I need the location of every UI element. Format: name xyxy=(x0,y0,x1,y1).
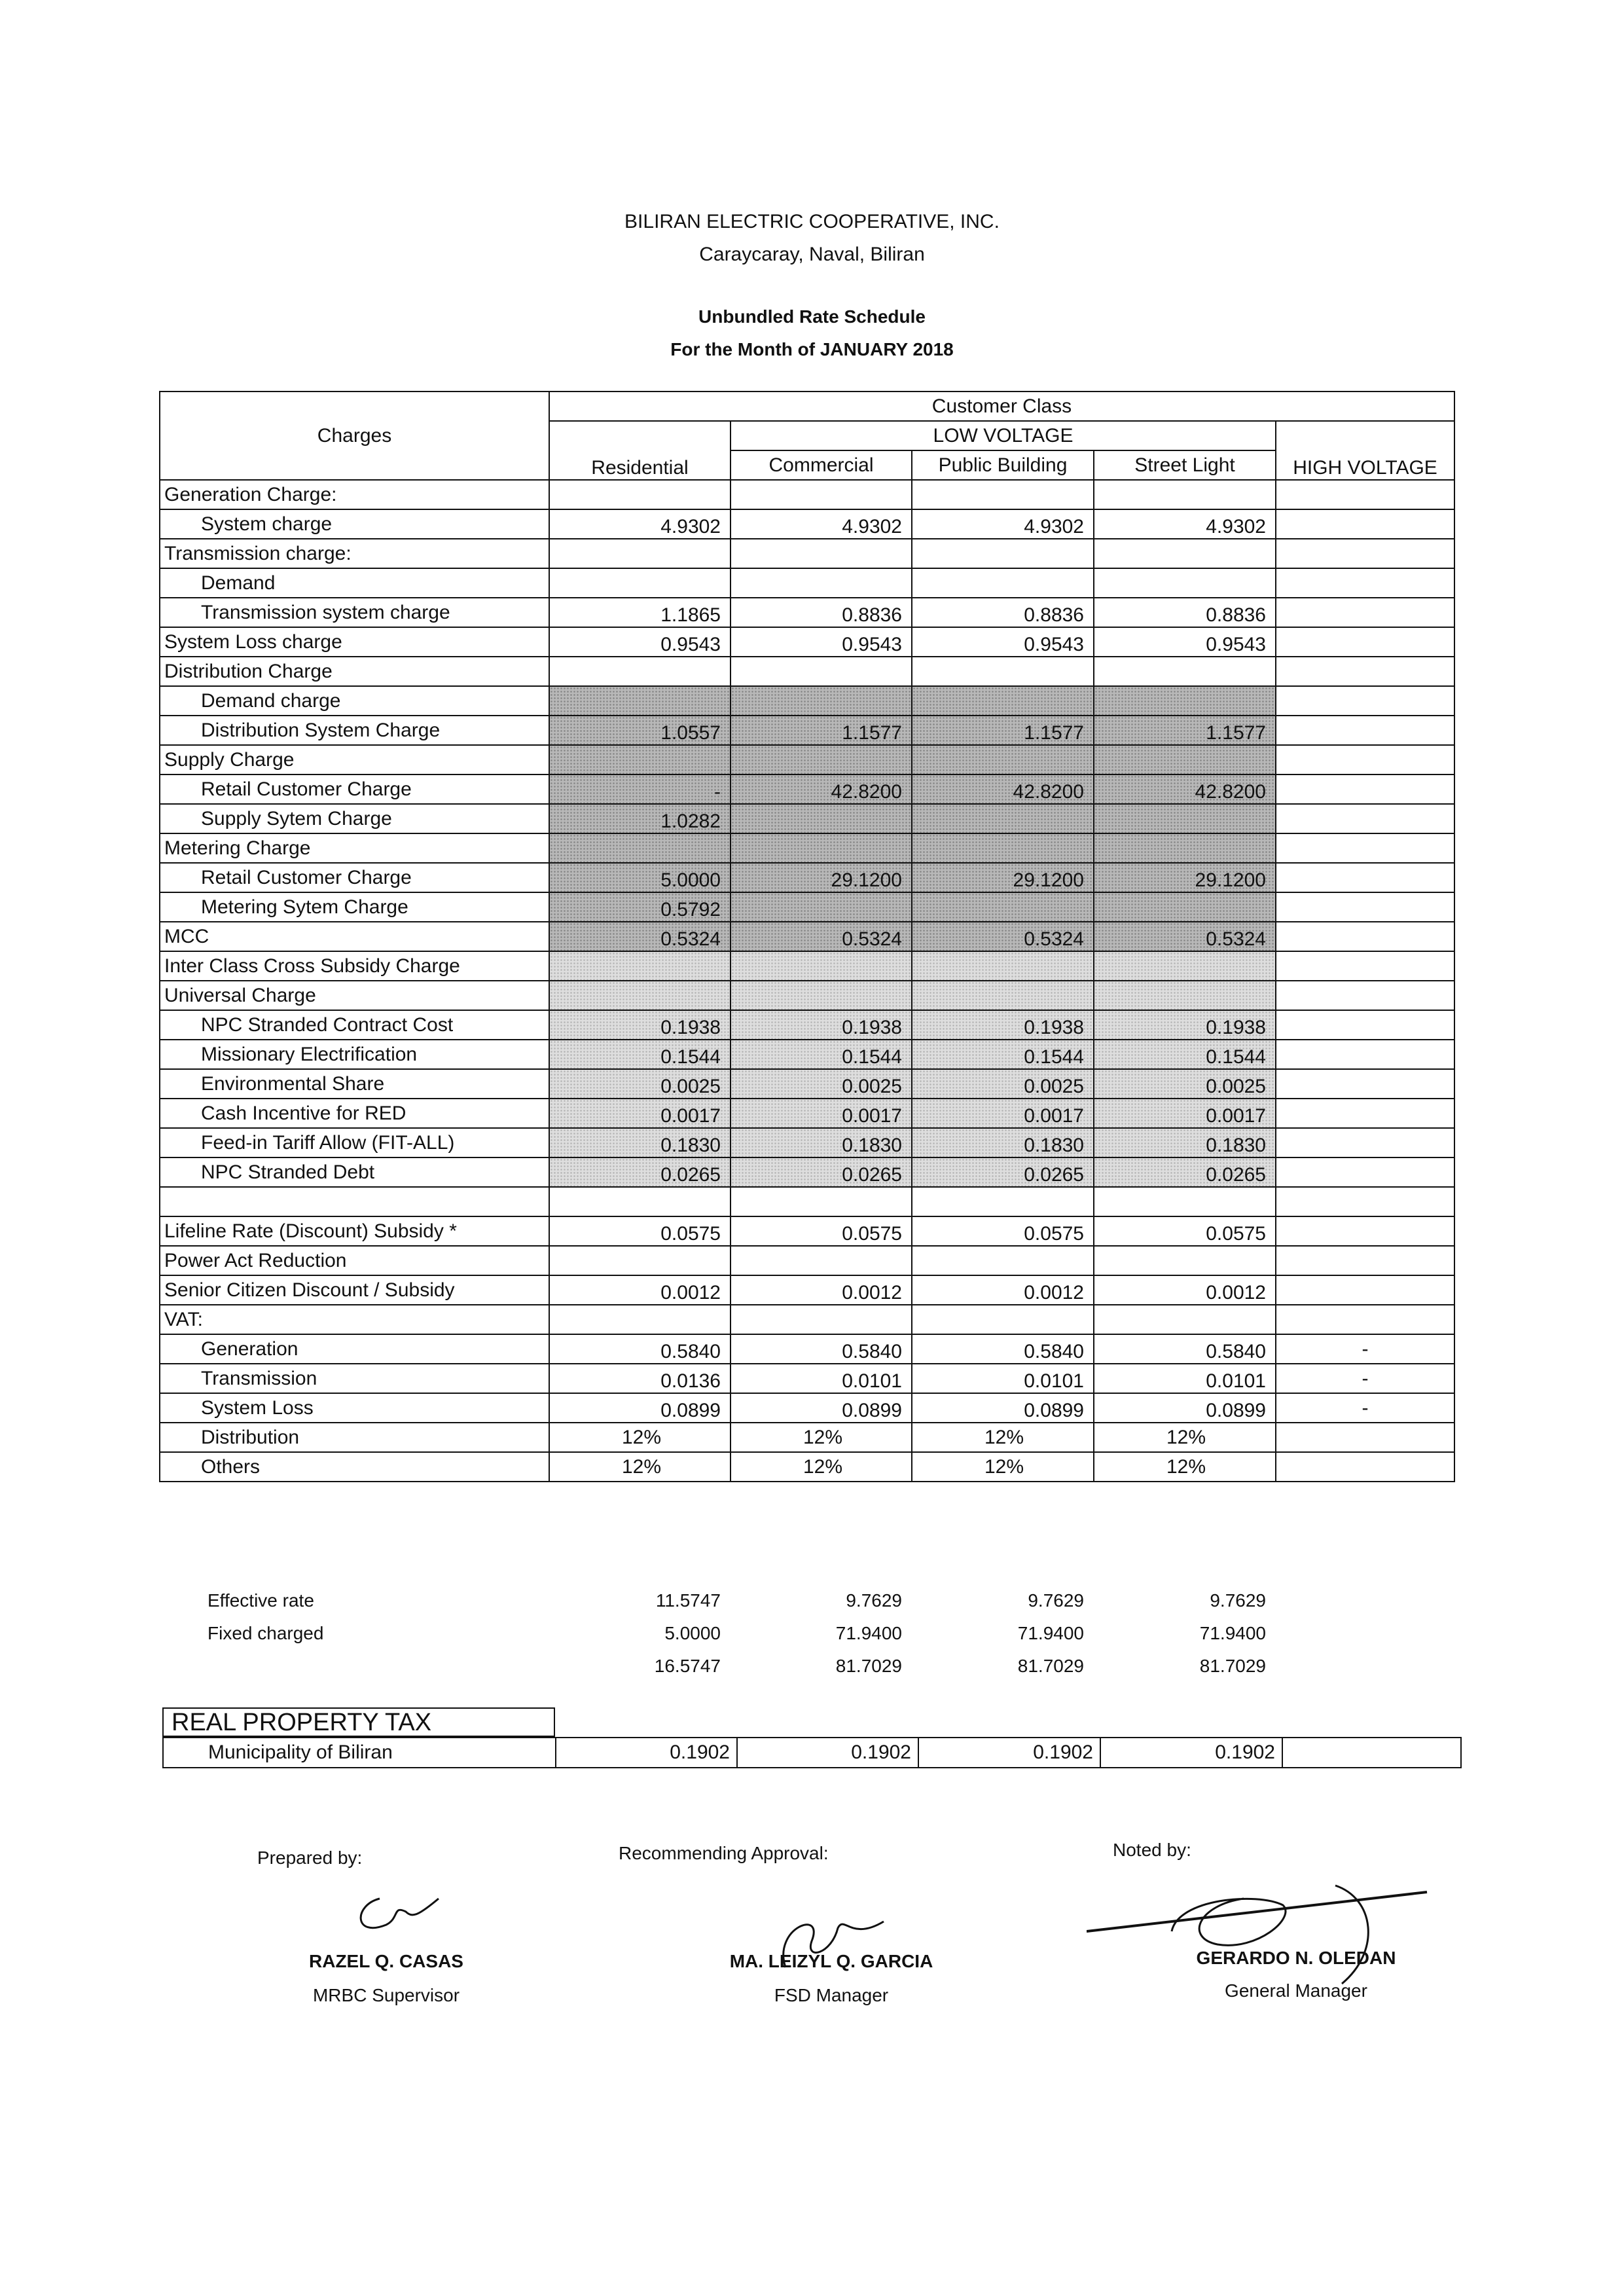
recommending-name: MA. LEIZYL Q. GARCIA xyxy=(729,1951,933,1971)
rate-value-high-voltage xyxy=(1276,1423,1454,1452)
summary-value-street-light: 81.7029 xyxy=(1199,1656,1266,1676)
rate-value-public-building: 42.8200 xyxy=(912,774,1094,804)
rate-value-street-light: 0.5324 xyxy=(1094,922,1276,951)
rate-value-commercial xyxy=(731,539,912,568)
rate-value-public-building: 12% xyxy=(912,1423,1094,1452)
rate-value-high-voltage xyxy=(1276,1275,1454,1305)
rate-row xyxy=(160,1393,1454,1423)
rate-row xyxy=(160,1040,1454,1069)
rate-value-street-light xyxy=(1094,951,1276,981)
rate-value-street-light xyxy=(1094,539,1276,568)
rate-row xyxy=(160,1305,1454,1334)
recommending-approval-label: Recommending Approval: xyxy=(619,1843,829,1863)
charges-header: Charges xyxy=(160,392,549,480)
noted-by-label: Noted by: xyxy=(1113,1840,1191,1860)
schedule-title: Unbundled Rate Schedule xyxy=(698,306,926,327)
rate-value-high-voltage xyxy=(1276,686,1454,716)
rate-value-public-building: 0.0017 xyxy=(912,1099,1094,1128)
rate-table-body xyxy=(160,480,1454,1482)
rate-value-street-light: 0.0012 xyxy=(1094,1275,1276,1305)
charge-label: Metering Charge xyxy=(160,833,549,863)
summary-body xyxy=(159,1584,1275,1683)
charge-label: Demand xyxy=(160,568,549,598)
rate-value-commercial: 1.1577 xyxy=(731,716,912,745)
rate-value-residential xyxy=(549,745,731,774)
rate-value-public-building: 0.0265 xyxy=(912,1157,1094,1187)
rpt-value-public-building: 0.1902 xyxy=(918,1738,1100,1768)
charge-label: Feed-in Tariff Allow (FIT-ALL) xyxy=(160,1128,549,1157)
rate-value-public-building: 12% xyxy=(912,1452,1094,1482)
rate-value-public-building: 0.1938 xyxy=(912,1010,1094,1040)
rate-value-street-light: 0.0265 xyxy=(1094,1157,1276,1187)
rate-value-commercial xyxy=(731,804,912,833)
charge-label: Lifeline Rate (Discount) Subsidy * xyxy=(160,1216,549,1246)
rate-value-public-building: 0.1830 xyxy=(912,1128,1094,1157)
rate-value-street-light: 12% xyxy=(1094,1452,1276,1482)
rate-value-residential: 0.1938 xyxy=(549,1010,731,1040)
summary-value-commercial: 9.7629 xyxy=(846,1590,902,1611)
rate-value-residential: 0.0265 xyxy=(549,1157,731,1187)
rate-value-commercial: 29.1200 xyxy=(731,863,912,892)
rate-value-street-light: 1.1577 xyxy=(1094,716,1276,745)
rate-value-street-light xyxy=(1094,1187,1276,1216)
rate-row xyxy=(160,1069,1454,1099)
rate-row xyxy=(160,568,1454,598)
rate-value-public-building: 0.0025 xyxy=(912,1069,1094,1099)
rate-value-street-light: 0.1938 xyxy=(1094,1010,1276,1040)
rate-row xyxy=(160,509,1454,539)
rate-value-residential: 0.5324 xyxy=(549,922,731,951)
rate-value-residential: - xyxy=(549,774,731,804)
rate-value-residential xyxy=(549,981,731,1010)
rate-value-public-building xyxy=(912,1187,1094,1216)
rate-value-public-building xyxy=(912,1305,1094,1334)
rate-value-public-building: 0.5324 xyxy=(912,922,1094,951)
rate-value-high-voltage xyxy=(1276,1128,1454,1157)
charge-label: Supply Sytem Charge xyxy=(160,804,549,833)
rate-row xyxy=(160,833,1454,863)
rate-value-street-light xyxy=(1094,804,1276,833)
rate-row xyxy=(160,686,1454,716)
rate-value-residential: 1.0557 xyxy=(549,716,731,745)
rate-row xyxy=(160,1216,1454,1246)
rpt-value-street-light: 0.1902 xyxy=(1100,1738,1282,1768)
rate-summary xyxy=(159,1584,1275,1683)
rate-value-residential: 0.9543 xyxy=(549,627,731,657)
rate-value-residential: 0.0025 xyxy=(549,1069,731,1099)
rate-value-public-building: 0.0012 xyxy=(912,1275,1094,1305)
rpt-label: Municipality of Biliran xyxy=(163,1738,556,1768)
rate-value-street-light: 0.0101 xyxy=(1094,1364,1276,1393)
high-voltage-header: HIGH VOLTAGE xyxy=(1276,421,1454,480)
rate-value-public-building: 0.0575 xyxy=(912,1216,1094,1246)
rate-value-high-voltage xyxy=(1276,1452,1454,1482)
summary-value-public-building: 71.9400 xyxy=(1017,1623,1084,1643)
rate-value-street-light xyxy=(1094,892,1276,922)
summary-label: Effective rate xyxy=(208,1590,314,1611)
commercial-header: Commercial xyxy=(731,450,912,480)
rate-value-residential: 12% xyxy=(549,1452,731,1482)
cooperative-name: BILIRAN ELECTRIC COOPERATIVE, INC. xyxy=(624,211,1000,232)
rate-value-public-building: 0.0899 xyxy=(912,1393,1094,1423)
rate-value-high-voltage xyxy=(1276,1040,1454,1069)
rate-value-street-light: 4.9302 xyxy=(1094,509,1276,539)
rate-value-commercial xyxy=(731,892,912,922)
rate-value-high-voltage xyxy=(1276,922,1454,951)
rate-value-commercial xyxy=(731,833,912,863)
rate-value-residential: 5.0000 xyxy=(549,863,731,892)
prepared-by-label: Prepared by: xyxy=(257,1848,363,1868)
rate-value-public-building xyxy=(912,981,1094,1010)
rate-value-commercial xyxy=(731,1187,912,1216)
rate-value-residential: 12% xyxy=(549,1423,731,1452)
rate-row xyxy=(160,1010,1454,1040)
charge-label: Demand charge xyxy=(160,686,549,716)
rate-value-high-voltage xyxy=(1276,1246,1454,1275)
charge-label: NPC Stranded Debt xyxy=(160,1157,549,1187)
charge-label: Power Act Reduction xyxy=(160,1246,549,1275)
rate-row xyxy=(160,1128,1454,1157)
rate-value-commercial: 0.0575 xyxy=(731,1216,912,1246)
rate-value-commercial xyxy=(731,981,912,1010)
rate-value-street-light: 0.1830 xyxy=(1094,1128,1276,1157)
summary-row xyxy=(159,1617,1275,1650)
rate-value-residential xyxy=(549,1246,731,1275)
rate-schedule-table xyxy=(159,391,1455,1482)
prepared-by-position: MRBC Supervisor xyxy=(312,1985,460,2005)
rate-value-residential: 4.9302 xyxy=(549,509,731,539)
rate-value-residential: 0.0575 xyxy=(549,1216,731,1246)
rate-value-high-voltage xyxy=(1276,804,1454,833)
rate-value-commercial: 0.0101 xyxy=(731,1364,912,1393)
rate-value-high-voltage xyxy=(1276,981,1454,1010)
rate-value-commercial: 0.0012 xyxy=(731,1275,912,1305)
charge-label: Cash Incentive for RED xyxy=(160,1099,549,1128)
rate-value-high-voltage xyxy=(1276,863,1454,892)
rate-value-high-voltage xyxy=(1276,951,1454,981)
rate-value-high-voltage xyxy=(1276,1216,1454,1246)
rate-row xyxy=(160,480,1454,509)
rate-value-commercial: 0.9543 xyxy=(731,627,912,657)
signature-casas xyxy=(347,1886,452,1944)
rate-value-residential xyxy=(549,568,731,598)
rate-row xyxy=(160,804,1454,833)
rate-value-residential: 1.0282 xyxy=(549,804,731,833)
rate-row xyxy=(160,627,1454,657)
customer-class-header: Customer Class xyxy=(549,392,1454,421)
rate-value-high-voltage xyxy=(1276,568,1454,598)
rate-row xyxy=(160,1423,1454,1452)
rate-value-public-building xyxy=(912,745,1094,774)
rate-row xyxy=(160,657,1454,686)
charge-label: Retail Customer Charge xyxy=(160,863,549,892)
prepared-by-name: RAZEL Q. CASAS xyxy=(309,1951,463,1971)
rate-value-street-light xyxy=(1094,1305,1276,1334)
rate-value-street-light: 0.0575 xyxy=(1094,1216,1276,1246)
rate-value-public-building: 1.1577 xyxy=(912,716,1094,745)
rate-value-commercial xyxy=(731,1246,912,1275)
rate-value-high-voltage xyxy=(1276,1099,1454,1128)
rate-value-street-light xyxy=(1094,480,1276,509)
rate-value-public-building xyxy=(912,833,1094,863)
rpt-value-commercial: 0.1902 xyxy=(737,1738,918,1768)
rate-value-high-voltage xyxy=(1276,480,1454,509)
summary-value-residential: 11.5747 xyxy=(655,1590,721,1611)
rate-value-high-voltage xyxy=(1276,833,1454,863)
rate-value-residential xyxy=(549,480,731,509)
rate-value-commercial xyxy=(731,745,912,774)
rate-row xyxy=(160,1099,1454,1128)
rate-value-public-building: 0.8836 xyxy=(912,598,1094,627)
cooperative-address: Caraycaray, Naval, Biliran xyxy=(699,244,925,265)
rate-row xyxy=(160,1275,1454,1305)
rate-value-commercial xyxy=(731,1305,912,1334)
rate-value-street-light xyxy=(1094,745,1276,774)
charge-label: Others xyxy=(160,1452,549,1482)
rate-row xyxy=(160,863,1454,892)
charge-label: Missionary Electrification xyxy=(160,1040,549,1069)
charge-label: System Loss charge xyxy=(160,627,549,657)
rate-value-public-building xyxy=(912,686,1094,716)
rate-value-residential xyxy=(549,833,731,863)
public-building-header: Public Building xyxy=(912,450,1094,480)
summary-value-commercial: 71.9400 xyxy=(835,1623,902,1643)
rate-value-commercial: 0.0025 xyxy=(731,1069,912,1099)
recommending-position: FSD Manager xyxy=(774,1985,889,2005)
rate-value-street-light: 0.0017 xyxy=(1094,1099,1276,1128)
charge-label: Distribution System Charge xyxy=(160,716,549,745)
rate-value-public-building xyxy=(912,951,1094,981)
rate-value-residential: 1.1865 xyxy=(549,598,731,627)
rate-value-residential xyxy=(549,951,731,981)
summary-label: Fixed charged xyxy=(208,1623,324,1643)
rate-value-public-building: 29.1200 xyxy=(912,863,1094,892)
rate-value-street-light xyxy=(1094,833,1276,863)
rate-value-high-voltage xyxy=(1276,598,1454,627)
rate-value-high-voltage xyxy=(1276,716,1454,745)
rate-value-high-voltage xyxy=(1276,892,1454,922)
rate-value-street-light xyxy=(1094,657,1276,686)
rate-value-public-building: 0.9543 xyxy=(912,627,1094,657)
rate-value-high-voltage xyxy=(1276,1305,1454,1334)
summary-label xyxy=(159,1650,549,1683)
charge-label: System charge xyxy=(160,509,549,539)
rate-value-high-voltage xyxy=(1276,1069,1454,1099)
rate-row xyxy=(160,745,1454,774)
rate-value-residential: 0.1830 xyxy=(549,1128,731,1157)
rate-value-residential: 0.0012 xyxy=(549,1275,731,1305)
rate-value-street-light: 0.1544 xyxy=(1094,1040,1276,1069)
charge-label: Universal Charge xyxy=(160,981,549,1010)
rate-table-header xyxy=(160,392,1454,480)
rate-value-public-building: 4.9302 xyxy=(912,509,1094,539)
rate-value-commercial: 4.9302 xyxy=(731,509,912,539)
rate-value-public-building: 0.1544 xyxy=(912,1040,1094,1069)
charge-label: Senior Citizen Discount / Subsidy xyxy=(160,1275,549,1305)
rate-value-commercial xyxy=(731,686,912,716)
rate-value-commercial: 42.8200 xyxy=(731,774,912,804)
rate-value-residential: 0.0899 xyxy=(549,1393,731,1423)
rate-value-commercial: 0.1544 xyxy=(731,1040,912,1069)
rate-value-high-voltage xyxy=(1276,627,1454,657)
rate-row xyxy=(160,1334,1454,1364)
charge-label: Distribution xyxy=(160,1423,549,1452)
charge-label: System Loss xyxy=(160,1393,549,1423)
rate-value-residential: 0.1544 xyxy=(549,1040,731,1069)
charge-label: Retail Customer Charge xyxy=(160,774,549,804)
rate-value-high-voltage xyxy=(1276,1157,1454,1187)
rate-value-street-light: 0.0025 xyxy=(1094,1069,1276,1099)
rate-value-commercial xyxy=(731,951,912,981)
rate-value-street-light: 42.8200 xyxy=(1094,774,1276,804)
summary-value-street-light: 71.9400 xyxy=(1199,1623,1266,1643)
charge-label: Inter Class Cross Subsidy Charge xyxy=(160,951,549,981)
rate-value-street-light: 12% xyxy=(1094,1423,1276,1452)
rate-value-residential: 0.0017 xyxy=(549,1099,731,1128)
rate-row xyxy=(160,892,1454,922)
rate-value-street-light xyxy=(1094,1246,1276,1275)
rate-row xyxy=(160,922,1454,951)
rate-value-residential xyxy=(549,1305,731,1334)
charge-label: Distribution Charge xyxy=(160,657,549,686)
rate-value-street-light xyxy=(1094,686,1276,716)
rate-value-high-voltage xyxy=(1276,539,1454,568)
rate-row xyxy=(160,539,1454,568)
rate-value-high-voltage xyxy=(1276,774,1454,804)
summary-value-residential: 5.0000 xyxy=(664,1623,721,1643)
rate-value-commercial: 12% xyxy=(731,1423,912,1452)
rate-value-high-voltage xyxy=(1276,509,1454,539)
charge-label: Generation xyxy=(160,1334,549,1364)
rate-row xyxy=(160,1157,1454,1187)
rate-value-commercial: 0.0265 xyxy=(731,1157,912,1187)
rpt-value-residential: 0.1902 xyxy=(556,1738,737,1768)
rate-value-public-building: 0.0101 xyxy=(912,1364,1094,1393)
low-voltage-header: LOW VOLTAGE xyxy=(731,421,1276,450)
rate-value-street-light: 0.9543 xyxy=(1094,627,1276,657)
rate-row xyxy=(160,1452,1454,1482)
charge-label xyxy=(160,1187,549,1216)
rate-row xyxy=(160,981,1454,1010)
rate-value-residential xyxy=(549,539,731,568)
rate-row xyxy=(160,598,1454,627)
charge-label: VAT: xyxy=(160,1305,549,1334)
residential-header: Residential xyxy=(549,421,731,480)
summary-value-residential: 16.5747 xyxy=(654,1656,721,1676)
rate-value-street-light xyxy=(1094,981,1276,1010)
rate-value-street-light xyxy=(1094,568,1276,598)
rate-value-commercial xyxy=(731,657,912,686)
rate-value-public-building xyxy=(912,657,1094,686)
rate-row xyxy=(160,1187,1454,1216)
noted-by-name: GERARDO N. OLEDAN xyxy=(1196,1948,1396,1968)
rate-value-public-building: 0.5840 xyxy=(912,1334,1094,1364)
rate-value-street-light: 29.1200 xyxy=(1094,863,1276,892)
real-property-tax-title: REAL PROPERTY TAX xyxy=(162,1707,555,1737)
rate-value-commercial xyxy=(731,568,912,598)
real-property-tax-table xyxy=(162,1737,1462,1768)
summary-value-public-building: 9.7629 xyxy=(1028,1590,1084,1611)
rate-value-commercial: 0.1938 xyxy=(731,1010,912,1040)
rate-value-street-light: 0.8836 xyxy=(1094,598,1276,627)
rate-value-commercial: 0.5840 xyxy=(731,1334,912,1364)
noted-by-position: General Manager xyxy=(1225,1980,1367,2001)
rate-value-commercial: 0.0017 xyxy=(731,1099,912,1128)
summary-value-commercial: 81.7029 xyxy=(835,1656,902,1676)
rpt-value-high-voltage xyxy=(1282,1738,1461,1768)
rate-value-high-voltage: - xyxy=(1276,1364,1454,1393)
rate-value-commercial xyxy=(731,480,912,509)
rate-value-public-building xyxy=(912,480,1094,509)
summary-row xyxy=(159,1650,1275,1683)
charge-label: NPC Stranded Contract Cost xyxy=(160,1010,549,1040)
charge-label: MCC xyxy=(160,922,549,951)
rate-value-street-light: 0.5840 xyxy=(1094,1334,1276,1364)
charge-label: Transmission xyxy=(160,1364,549,1393)
rate-value-high-voltage xyxy=(1276,745,1454,774)
charge-label: Supply Charge xyxy=(160,745,549,774)
real-property-tax-row xyxy=(163,1738,1461,1768)
rate-value-residential: 0.5792 xyxy=(549,892,731,922)
rate-value-high-voltage xyxy=(1276,1010,1454,1040)
rate-value-high-voltage: - xyxy=(1276,1334,1454,1364)
rate-value-street-light: 0.0899 xyxy=(1094,1393,1276,1423)
rate-value-high-voltage: - xyxy=(1276,1393,1454,1423)
rate-value-residential: 0.5840 xyxy=(549,1334,731,1364)
rate-value-residential xyxy=(549,657,731,686)
rate-row xyxy=(160,1246,1454,1275)
rate-value-commercial: 0.8836 xyxy=(731,598,912,627)
charge-label: Generation Charge: xyxy=(160,480,549,509)
rate-row xyxy=(160,1364,1454,1393)
rate-row xyxy=(160,716,1454,745)
rate-value-commercial: 12% xyxy=(731,1452,912,1482)
rate-value-residential xyxy=(549,1187,731,1216)
schedule-month: For the Month of JANUARY 2018 xyxy=(670,339,954,359)
charge-label: Transmission system charge xyxy=(160,598,549,627)
rate-value-high-voltage xyxy=(1276,1187,1454,1216)
rate-row xyxy=(160,774,1454,804)
summary-value-public-building: 81.7029 xyxy=(1017,1656,1084,1676)
charge-label: Transmission charge: xyxy=(160,539,549,568)
summary-row xyxy=(159,1584,1275,1617)
rate-value-commercial: 0.5324 xyxy=(731,922,912,951)
rate-row xyxy=(160,951,1454,981)
rate-value-commercial: 0.1830 xyxy=(731,1128,912,1157)
rate-value-public-building xyxy=(912,892,1094,922)
rate-value-public-building xyxy=(912,539,1094,568)
summary-value-street-light: 9.7629 xyxy=(1210,1590,1266,1611)
rate-value-high-voltage xyxy=(1276,657,1454,686)
rate-value-public-building xyxy=(912,568,1094,598)
rate-value-public-building xyxy=(912,804,1094,833)
charge-label: Metering Sytem Charge xyxy=(160,892,549,922)
rate-value-commercial: 0.0899 xyxy=(731,1393,912,1423)
rate-value-residential xyxy=(549,686,731,716)
rate-value-residential: 0.0136 xyxy=(549,1364,731,1393)
street-light-header: Street Light xyxy=(1094,450,1276,480)
charge-label: Environmental Share xyxy=(160,1069,549,1099)
rate-value-public-building xyxy=(912,1246,1094,1275)
